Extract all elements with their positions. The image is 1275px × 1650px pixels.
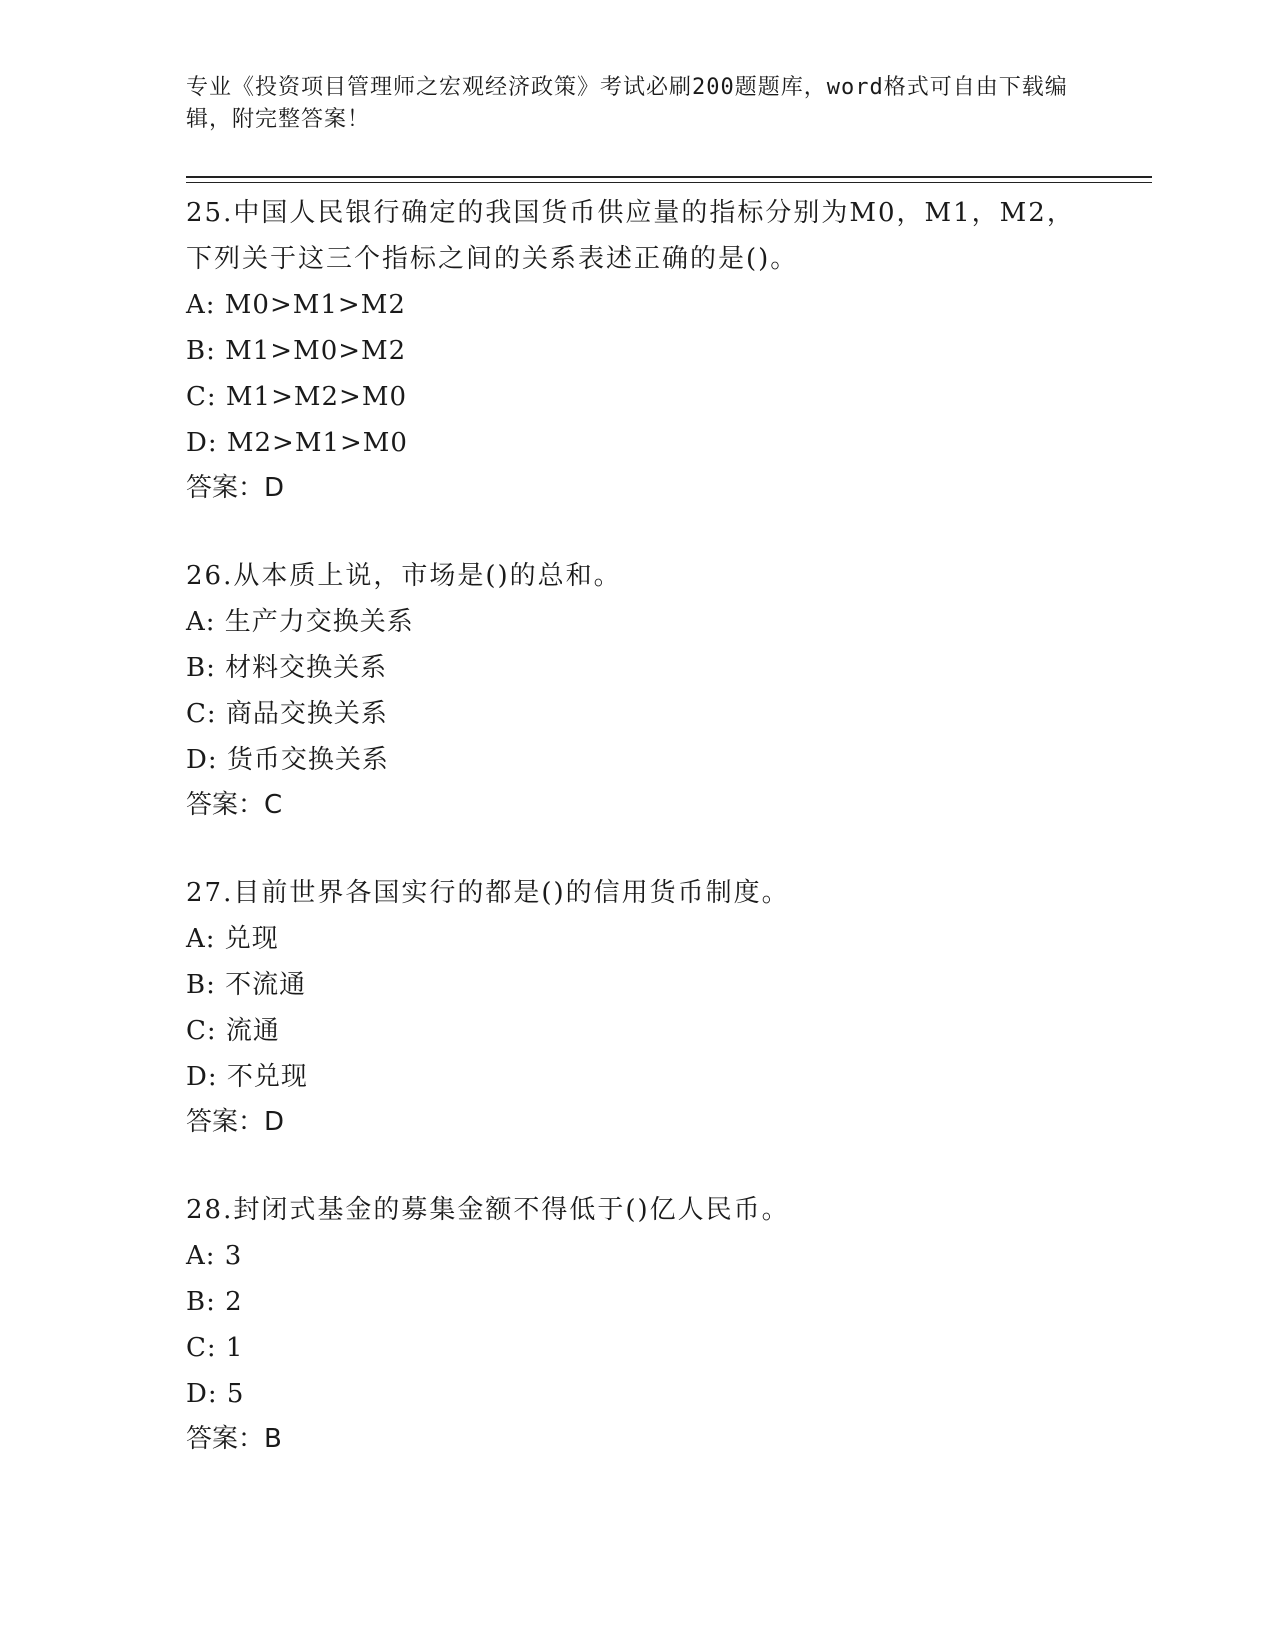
option-c: C: 1 <box>186 1333 244 1363</box>
question-text: 26.从本质上说，市场是()的总和。 <box>186 561 622 591</box>
option-b: B: 不流通 <box>186 970 307 1000</box>
question-text: 27.目前世界各国实行的都是()的信用货币制度。 <box>186 878 790 908</box>
option-d: D: 货币交换关系 <box>186 745 389 775</box>
option-d: D: 不兑现 <box>186 1062 308 1092</box>
answer-line: 答案：D <box>186 1107 285 1137</box>
answer-line: 答案：C <box>186 790 283 820</box>
option-c: C: 商品交换关系 <box>186 699 388 729</box>
header-divider-thick <box>186 176 1152 178</box>
header-divider-thin <box>186 182 1152 183</box>
question-25 <box>186 190 1086 510</box>
question-26 <box>186 553 1086 827</box>
option-c: C: M1>M2>M0 <box>186 382 407 412</box>
question-text: 25.中国人民银行确定的我国货币供应量的指标分别为M0，M1，M2，下列关于这三个指标之间的关系表述正确的是()。 <box>186 198 1075 274</box>
answer-line: 答案：B <box>186 1424 282 1454</box>
answer-line: 答案：D <box>186 473 285 503</box>
option-b: B: M1>M0>M2 <box>186 336 407 366</box>
option-b: B: 2 <box>186 1287 243 1317</box>
option-d: D: 5 <box>186 1379 245 1409</box>
question-28 <box>186 1187 1086 1461</box>
option-a: A: 生产力交换关系 <box>186 607 414 637</box>
option-a: A: M0>M1>M2 <box>186 290 406 320</box>
question-27 <box>186 870 1086 1144</box>
option-c: C: 流通 <box>186 1016 280 1046</box>
option-b: B: 材料交换关系 <box>186 653 388 683</box>
option-d: D: M2>M1>M0 <box>186 428 408 458</box>
question-text: 28.封闭式基金的募集金额不得低于()亿人民币。 <box>186 1195 790 1225</box>
document-header: 专业《投资项目管理师之宏观经济政策》考试必刷200题题库，word格式可自由下载编辑，附完整答案！ <box>186 75 1068 132</box>
option-a: A: 兑现 <box>186 924 279 954</box>
option-a: A: 3 <box>186 1241 243 1271</box>
question-list <box>186 190 1086 1504</box>
